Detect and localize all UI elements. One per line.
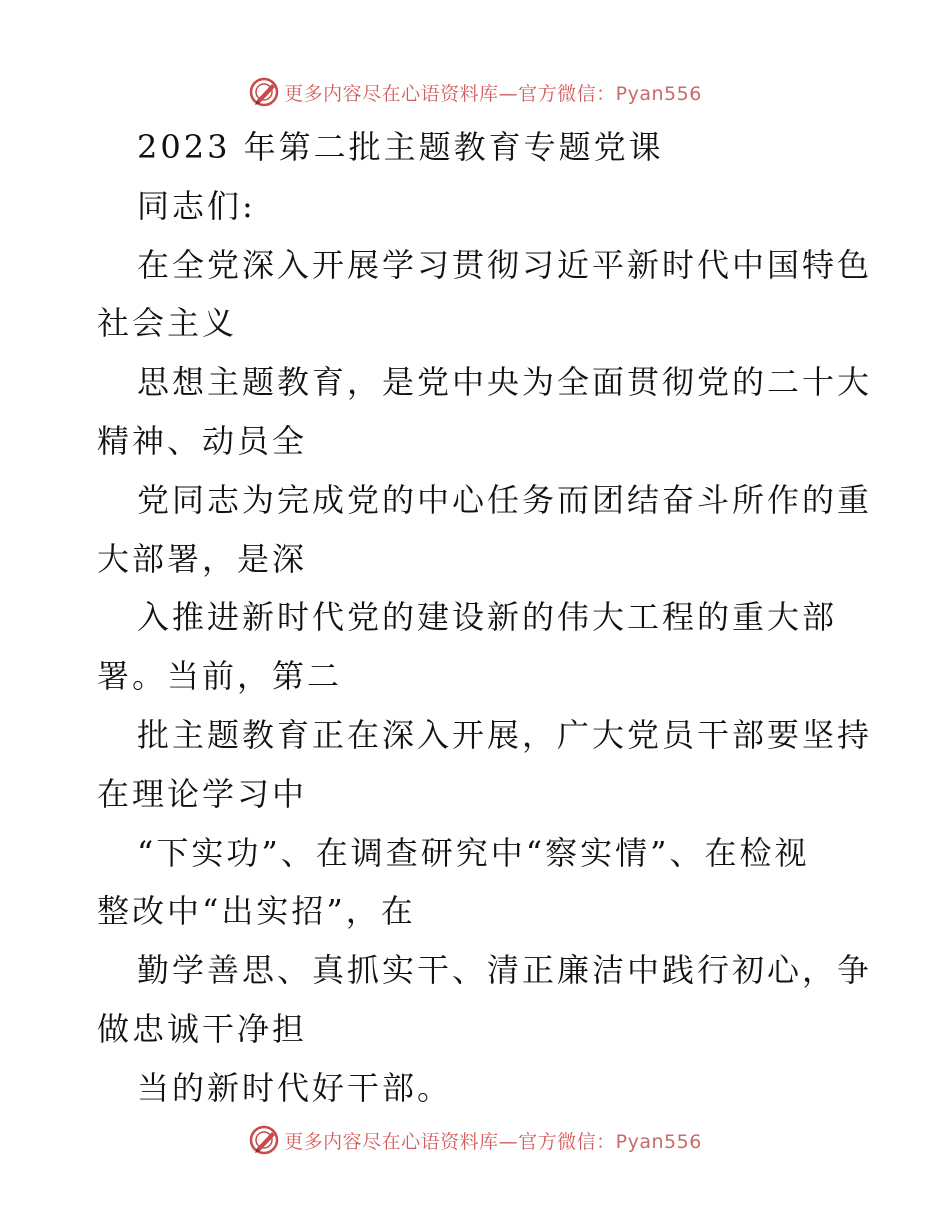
text-line: 署。当前，第二: [97, 657, 343, 696]
wechat-id: Pyan556: [615, 82, 702, 105]
document-body: [97, 118, 873, 1118]
wechat-id: Pyan556: [615, 1130, 702, 1153]
text-line: 同志们:: [137, 186, 256, 225]
text-line: 党同志为完成党的中心任务而团结奋斗所作的重: [137, 480, 873, 519]
text-line: 精神、动员全: [97, 421, 308, 460]
text-line: 在理论学习中: [97, 774, 308, 813]
pen-logo-icon: [248, 1124, 280, 1156]
watermark-header: [0, 72, 950, 112]
document-title: 2023 年第二批主题教育专题党课: [137, 128, 664, 166]
text-line: “下实功”、在调查研究中“察实情”、在检视: [137, 833, 810, 872]
text-line: 大部署，是深: [97, 539, 308, 578]
pen-logo-icon: [248, 76, 280, 108]
watermark-footer: [0, 1120, 950, 1160]
text-line: 做忠诚干净担: [97, 1009, 308, 1048]
watermark-text: 更多内容尽在心语资料库—官方微信：Pyan556: [284, 82, 702, 105]
text-line: 批主题教育正在深入开展，广大党员干部要坚持: [137, 715, 873, 754]
text-line: 勤学善思、真抓实干、清正廉洁中践行初心，争: [137, 951, 873, 990]
text-line: 思想主题教育，是党中央为全面贯彻党的二十大: [137, 363, 873, 402]
watermark-text: 更多内容尽在心语资料库—官方微信：Pyan556: [284, 1130, 702, 1153]
text-line: 当的新时代好干部。: [137, 1068, 453, 1107]
text-line: 在全党深入开展学习贯彻习近平新时代中国特色: [137, 245, 873, 284]
text-line: 整改中“出实招”，在: [97, 892, 416, 931]
text-line: 社会主义: [97, 304, 238, 343]
text-line: 入推进新时代党的建设新的伟大工程的重大部: [137, 598, 838, 637]
